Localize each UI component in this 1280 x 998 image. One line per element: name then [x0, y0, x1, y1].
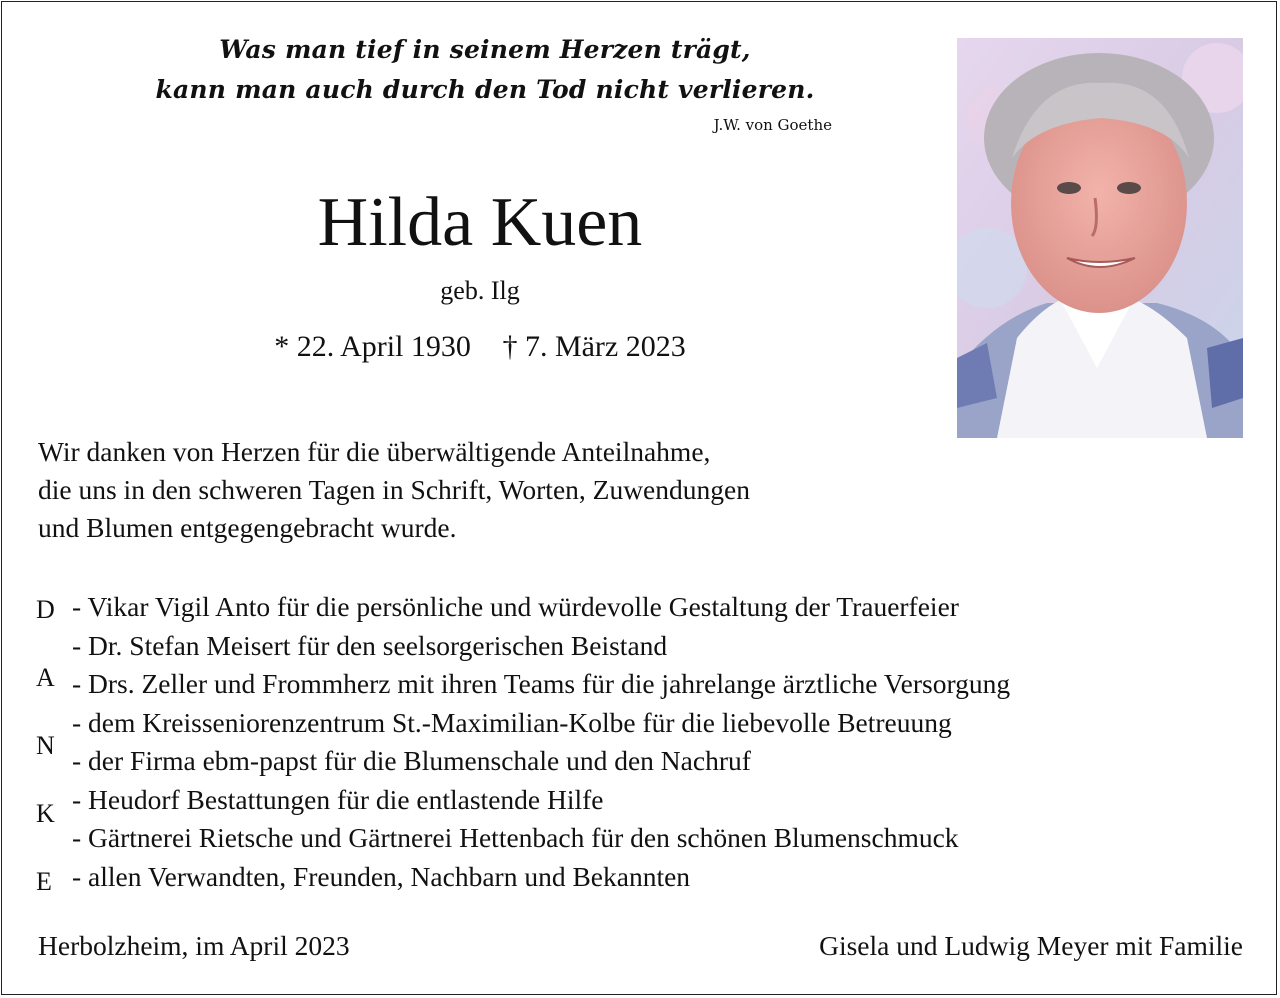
- quote-author: J.W. von Goethe: [713, 116, 832, 134]
- portrait-photo: [957, 38, 1243, 438]
- dank-letter: E: [36, 867, 52, 896]
- thank-you-text: [38, 433, 958, 547]
- list-item: - Vikar Vigil Anto für die persönliche und würdevolle Gestaltung der Trauerfeier: [72, 591, 959, 622]
- dank-letter: N: [36, 731, 55, 760]
- goethe-quote: [120, 30, 850, 110]
- thanks-line-3: und Blumen entgegengebracht wurde.: [38, 512, 457, 543]
- family-signature: Gisela und Ludwig Meyer mit Familie: [819, 930, 1243, 961]
- thanks-list: [72, 588, 1252, 896]
- dank-letter: D: [36, 595, 55, 624]
- thanks-line-2: die uns in den schweren Tagen in Schrift, Worten, Zuwendungen: [38, 474, 750, 505]
- deceased-name: Hilda Kuen: [317, 184, 643, 261]
- list-item: - Dr. Stefan Meisert für den seelsorgerischen Beistand: [72, 629, 668, 661]
- list-item: - der Firma ebm-papst für die Blumenschale und den Nachruf: [72, 745, 751, 776]
- list-item: - Heudorf Bestattungen für die entlastende Hilfe: [72, 783, 604, 815]
- birth-date: * 22. April 1930: [274, 330, 471, 363]
- maiden-name: geb. Ilg: [440, 276, 520, 305]
- quote-line-1: Was man tief in seinem Herzen trägt,: [219, 35, 751, 64]
- quote-line-2: kann man auch durch den Tod nicht verlieren.: [155, 75, 815, 104]
- place-and-date: Herbolzheim, im April 2023: [38, 930, 350, 961]
- life-dates: [160, 330, 800, 364]
- list-item: - Drs. Zeller und Frommherz mit ihren Teams für die jahrelange ärztliche Versorgung: [72, 668, 1011, 699]
- death-date: † 7. März 2023: [502, 330, 686, 363]
- list-item: - dem Kreisseniorenzentrum St.-Maximilian-Kolbe für die liebevolle Betreuung: [72, 706, 952, 738]
- dank-vertical-word: [36, 590, 58, 930]
- list-item: - allen Verwandten, Freunden, Nachbarn und Bekannten: [72, 860, 691, 892]
- list-item: - Gärtnerei Rietsche und Gärtnerei Hettenbach für den schönen Blumenschmuck: [72, 822, 959, 853]
- thanks-line-1: Wir danken von Herzen für die überwältigende Anteilnahme,: [38, 436, 711, 467]
- dank-letter: A: [36, 663, 55, 692]
- dank-letter: K: [36, 799, 55, 828]
